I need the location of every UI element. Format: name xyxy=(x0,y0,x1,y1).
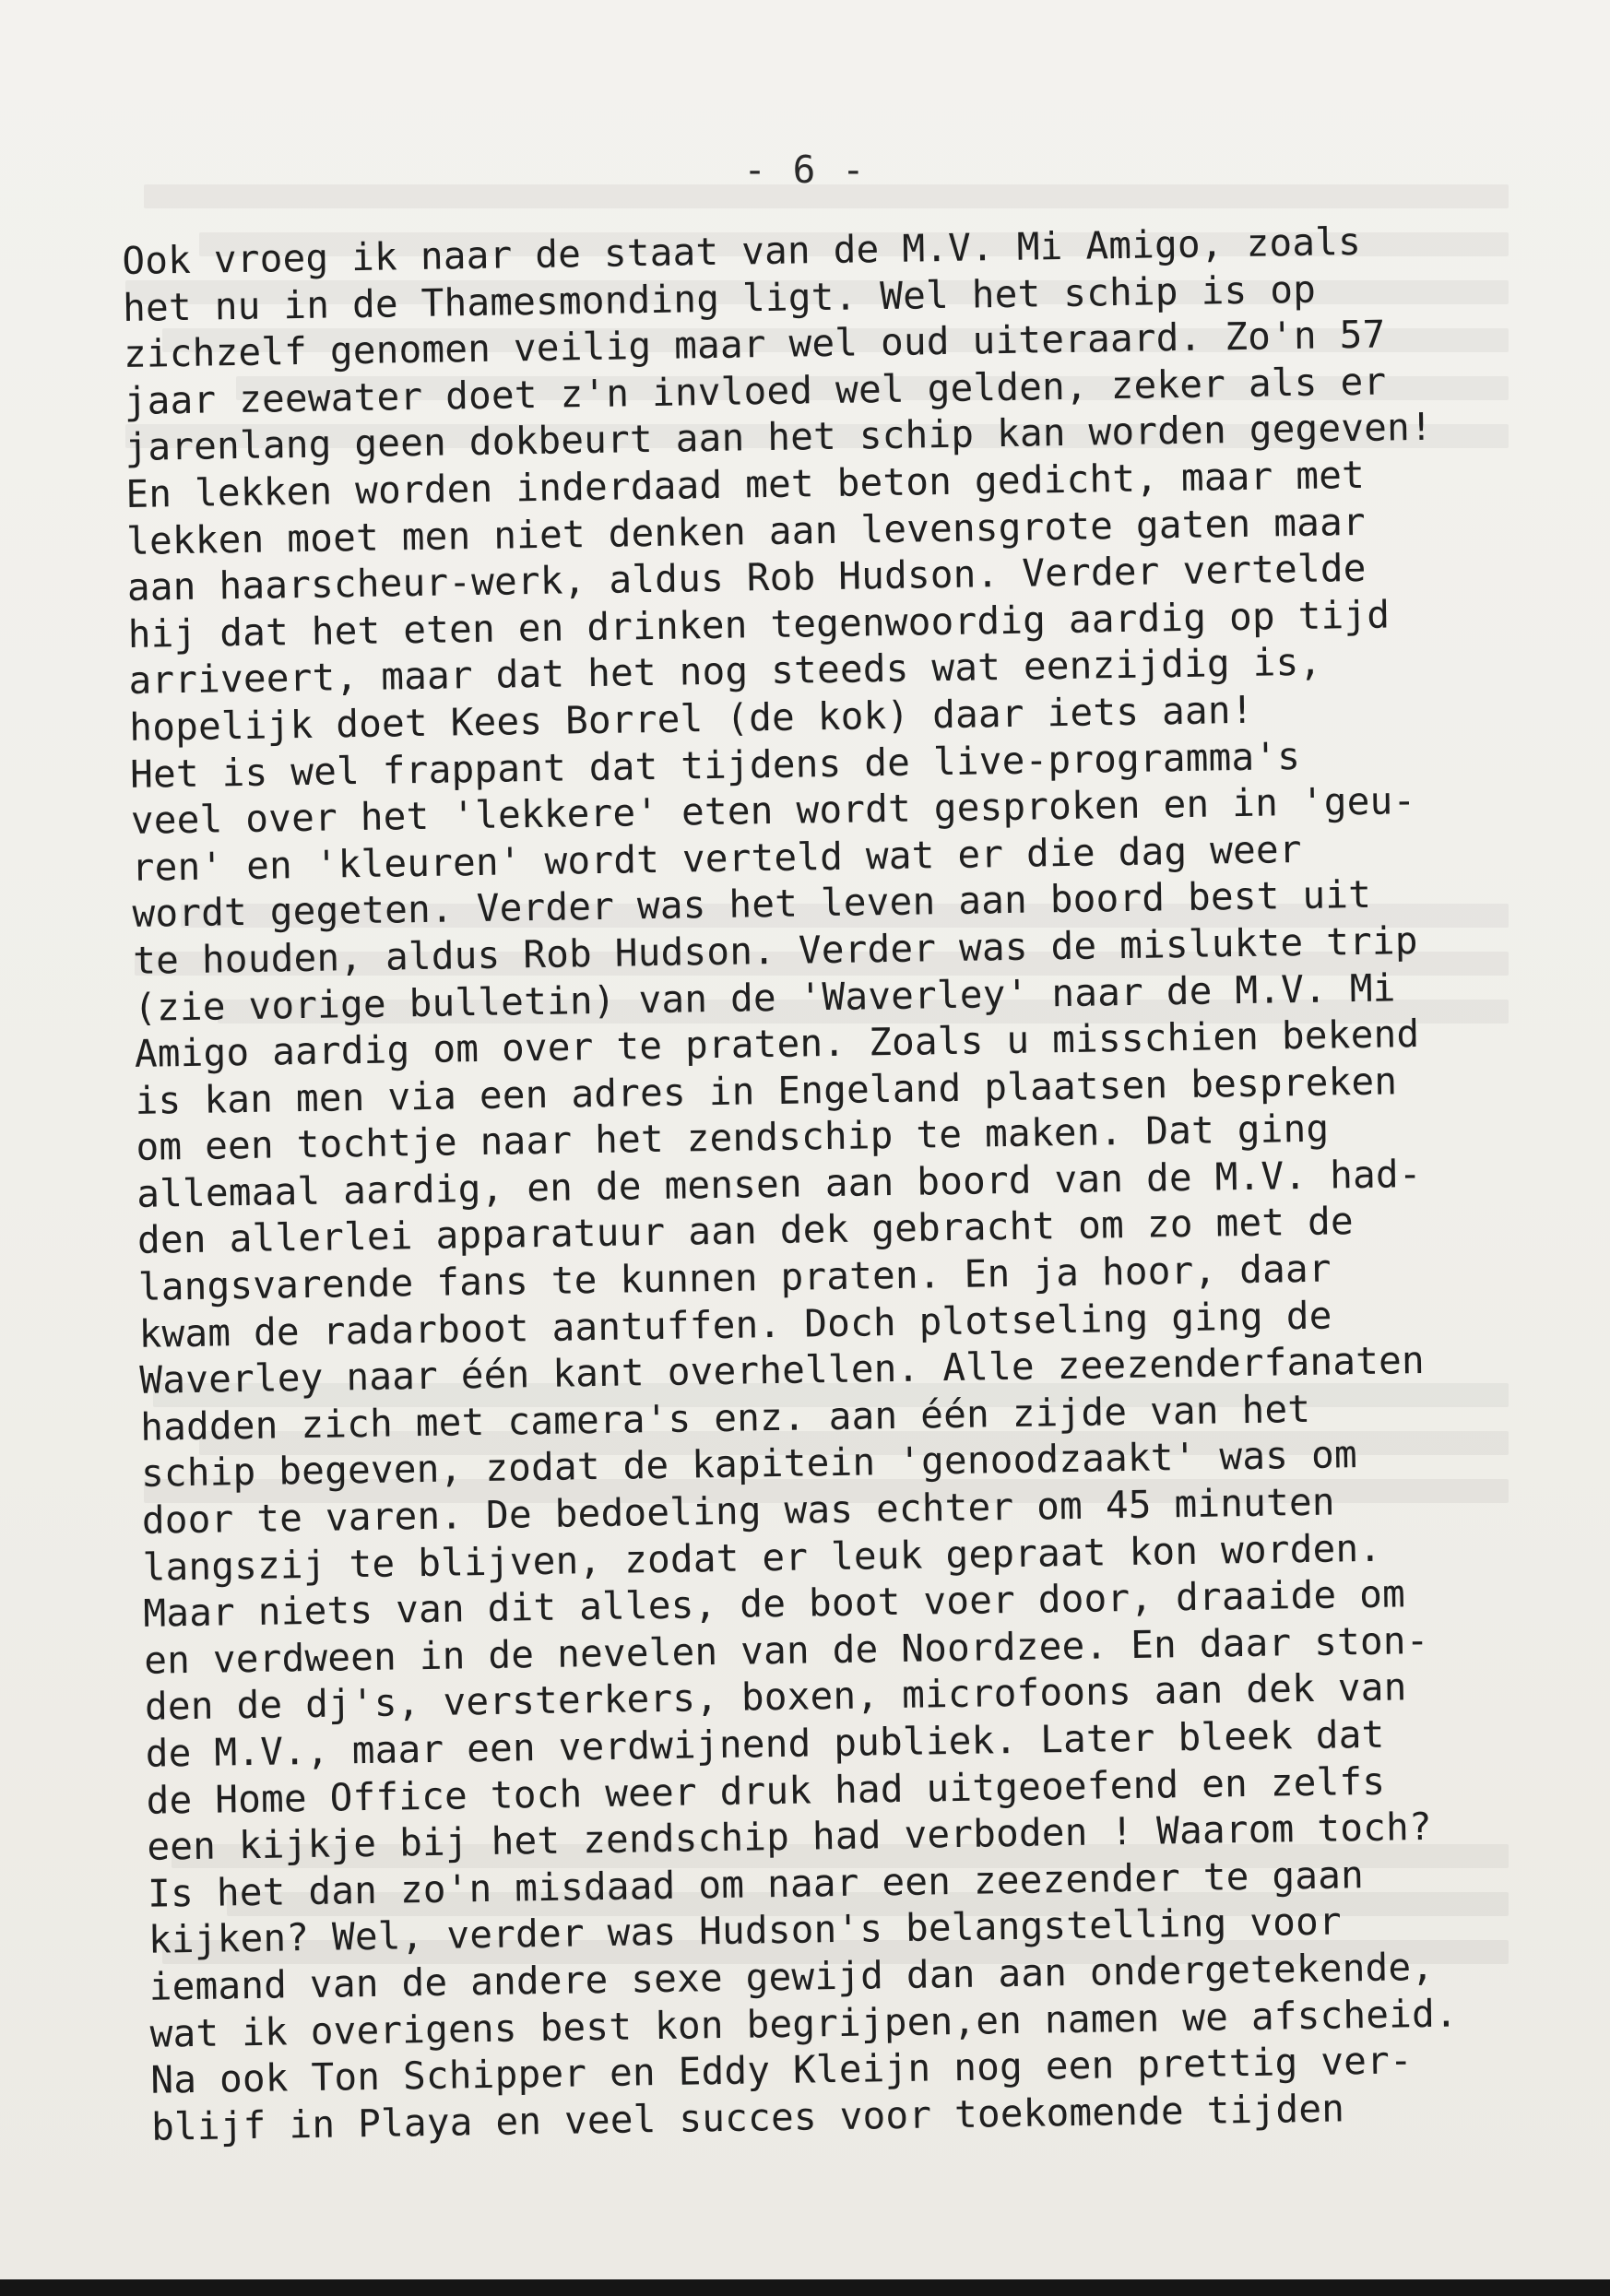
text-line: ren' en 'kleuren' wordt verteld wat er die dag weer xyxy=(131,826,1303,890)
text-line: Amigo aardig om over te praten. Zoals u misschien bekend xyxy=(134,1012,1420,1076)
text-line: langsvarende fans te kunnen praten. En ja hoor, daar xyxy=(137,1246,1332,1309)
text-line: Na ook Ton Schipper en Eddy Kleijn nog een prettig ver- xyxy=(150,2038,1414,2102)
text-line: den de dj's, versterkers, boxen, microfoons aan dek van xyxy=(144,1664,1407,1730)
text-line: schip begeven, zodat de kapitein 'genoodzaakt' was om xyxy=(140,1432,1358,1497)
text-line: jarenlang geen dokbeurt aan het schip kan worden gegeven! xyxy=(124,405,1434,470)
text-line: hadden zich met camera's enz. aan één zijde van het xyxy=(139,1386,1311,1450)
text-line: de Home Office toch weer druk had uitgeoefend en zelfs xyxy=(146,1758,1386,1823)
text-line: allemaal aardig, en de mensen aan boord van de M.V. had- xyxy=(136,1151,1423,1216)
text-line: (zie vorige bulletin) van de 'Waverley' naar de M.V. Mi xyxy=(133,965,1396,1030)
text-line: blijf in Playa en veel succes voor toekomende tijden xyxy=(150,2086,1345,2149)
text-line: Maar niets van dit alles, de boot voer door, draaide om xyxy=(143,1571,1406,1637)
text-line: wordt gegeten. Verder was het leven aan boord best uit xyxy=(132,872,1372,937)
text-line: Waverley naar één kant overhellen. Alle zeezenderfanaten xyxy=(139,1338,1426,1403)
text-line: te houden, aldus Rob Hudson. Verder was de mislukte trip xyxy=(132,917,1419,983)
text-line: langszij te blijven, zodat er leuk gepraat kon worden. xyxy=(142,1525,1382,1590)
text-line: en verdween in de nevelen van de Noordzee. En daar ston- xyxy=(143,1617,1429,1683)
text-line: hij dat het eten en drinken tegenwoordig aardig op tijd xyxy=(127,592,1391,657)
text-line: om een tochtje naar het zendschip te maken. Dat ging xyxy=(136,1106,1330,1170)
text-line: aan haarscheur-werk, aldus Rob Hudson. Verder vertelde xyxy=(126,546,1367,610)
text-line: jaar zeewater doet z'n invloed wel gelden, zeker als er xyxy=(124,359,1387,423)
text-line: Is het dan zo'n misdaad om naar een zeezender te gaan xyxy=(147,1852,1365,1916)
body-text xyxy=(122,215,1590,2150)
text-line: arriveert, maar dat het nog steeds wat eenzijdig is, xyxy=(128,639,1322,704)
text-line: het nu in de Thamesmonding ligt. Wel het schip is op xyxy=(122,266,1317,330)
text-line: hopelijk doet Kees Borrel (de kok) daar iets aan! xyxy=(128,687,1254,750)
text-line: zichzelf genomen veilig maar wel oud uiteraard. Zo'n 57 xyxy=(123,312,1386,377)
text-line: Ook vroeg ik naar de staat van de M.V. Mi Amigo, zoals xyxy=(122,219,1362,283)
page-number: - 6 - xyxy=(743,148,867,192)
text-line: een kijkje bij het zendschip had verboden ! Waarom toch? xyxy=(147,1805,1433,1869)
text-line: veel over het 'lekkere' eten wordt gesproken en in 'geu- xyxy=(130,778,1416,844)
scan-bottom-edge xyxy=(0,2279,1610,2296)
text-line: de M.V., maar een verdwijnend publiek. Later bleek dat xyxy=(145,1711,1385,1776)
text-line: den allerlei apparatuur aan dek gebracht om zo met de xyxy=(136,1199,1355,1263)
text-line: door te varen. De bedoeling was echter om 45 minuten xyxy=(141,1479,1336,1543)
text-line: lekken moet men niet denken aan levensgrote gaten maar xyxy=(125,499,1367,563)
text-line: kijken? Wel, verder was Hudson's belangstelling voor xyxy=(148,1899,1343,1963)
text-line: wat ik overigens best kon begrijpen,en namen we afscheid. xyxy=(149,1991,1459,2056)
text-line: En lekken worden inderdaad met beton gedicht, maar met xyxy=(124,452,1366,516)
text-line: is kan men via een adres in Engeland plaatsen bespreken xyxy=(135,1059,1398,1123)
text-line: Het is wel frappant dat tijdens de live-programma's xyxy=(129,733,1301,797)
text-line: kwam de radarboot aantuffen. Doch plotseling ging de xyxy=(138,1293,1332,1356)
text-line: iemand van de andere sexe gewijd dan aan ondergetekende, xyxy=(148,1944,1435,2009)
